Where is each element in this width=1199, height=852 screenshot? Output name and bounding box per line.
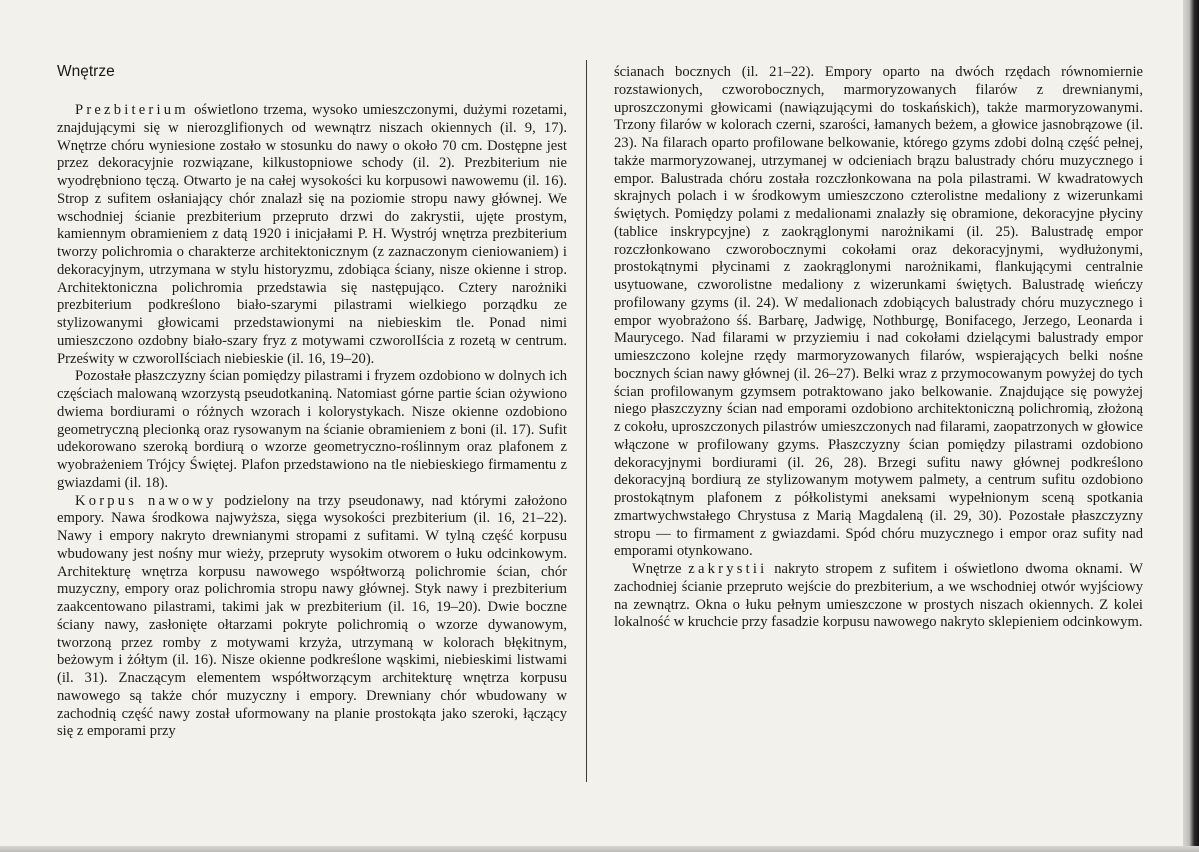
- paragraph-text: podzielony na trzy pseudonawy, nad którymi założono empory. Nawa środkowa najwyższa, sięga wysokości prezbiterium (il. 16, 21–22). Nawy i empory nakryto drewnianymi stropami z sufitami. W tylną część korpusu wbudowany jest nośny mur wieży, przepruty wysokim otworem o łuku odcinkowym. Architekturę wnętrza korpusu nawowego współtworzą polichromie ścian, chór muzyczny, empory oraz polichromia stropu nawy głównej. Styk nawy i prezbiterium zaakcentowano pilastrami, takimi jak w prezbiterium (il. 16, 19–20). Dwie boczne ściany nawy, zasłonięte ołtarzami pokryte polichromią o wzorze dywanowym, tworzoną przez romby z motywami krzyża, utrzymaną w kolorach błękitnym, beżowym i żółtym (il. 16). Nisze okienne podkreślone wąskimi, niebieskimi listwami (il. 31). Znaczącym elementem współtworzącym architekturę wnętrza korpusu nawowego są także chór muzyczny i empory. Drewniany chór wbudowany w zachodnią część nawy został uformowany na planie prostokąta jako szeroki, łączący się z emporami przy: [57, 492, 567, 740]
- spaced-term-zakrystii: zakrystii: [688, 561, 768, 577]
- paragraph-continuation: ścianach bocznych (il. 21–22). Empory oparto na dwóch rzędach równomiernie rozstawionych, czworobocznych, marmoryzowanych filarów z drewnianymi, uproszczonymi głowicami (nawiązującymi do toskańskich), także marmoryzowanymi. Trzony filarów w kolorach czerni, szarości, łamanych beżem, a głowice jasnobrązowe (il. 23). Na filarach oparto profilowane belkowanie, którego gzyms zdobi dolną część pełnej, także marmoryzowanej, utrzymanej w odcieniach brązu balustrady chóru muzycznego i empor. Balustrada chóru została rozczłonkowana na pola pilastrami. W kwadratowych skrajnych polach i w środkowym umieszczono czterolistne medaliony z wizerunkami świętych. Pomiędzy polami z medalionami znalazły się obramione, dekoracyjne płyciny (tablice inskrypcyjne) z zaokrąglonymi narożnikami (il. 25). Balustradę empor rozczłonkowano czworobocznymi cokołami oraz dekoracyjnymi, wydłużonymi, prostokątnymi płycinami z zaokrąglonymi narożnikami, flankującymi centralnie usytuowane, czworolistne medaliony z wizerunkami świętych. Balustradę wieńczy profilowany gzyms (il. 24). W medalionach zdobiących balustrady chóru muzycznego i empor wyobrażono śś. Barbarę, Jadwigę, Nothburgę, Bonifacego, Jerzego, Leonarda i Maurycego. Nad filarami w przyziemiu i nad cokołami dzielącymi balustrady empor umieszczono kolejne rzędy marmoryzowanych filarów, wspierających belki nośne bocznych ścian nawy głównej (il. 26–27). Belki wraz z przymocowanym powyżej do tych ścian profilowanym gzymsem potraktowano jako belkowanie. Znajdujące się powyżej niego płaszczyzny ścian nad emporami ozdobiono architektoniczną polichromią, złożoną z cokołu, uproszczonych pilastrów umieszczonych nad filarami, zaopatrzonych w głowice włączone w profilowany gzyms. Płaszczyzny ścian pomiędzy pilastrami ozdobiono dekoracyjnymi bordiurami (il. 26, 28). Brzegi sufitu nawy głównej podkreślono dekoracyjną bordiurą ze stylizowanym motywem palmety, a centrum sufitu ozdobiono prostokątnym plafonem z półkolistymi aneksami wypełnionym sceną spotkania zmartwychwstałego Chrystusa z Marią Magdaleną (il. 29, 30). Pozostałe płaszczyzny stropu — to firmament z gwiazdami. Spód chóru muzycznego i empor oraz sufity nad emporami otynkowano.: [614, 64, 1143, 560]
- right-column: [614, 64, 1143, 632]
- column-divider: [586, 60, 587, 782]
- scan-edge-right: [1183, 0, 1199, 852]
- paragraph-walls: Pozostałe płaszczyzny ścian pomiędzy pilastrami i fryzem ozdobiono w dolnych ich częściach malowaną wzorzystą pseudotkaniną. Natomiast górne partie ścian ożywiono dwiema bordiurami o różnych wzorach i kolorystykach. Nisze okienne ozdobiono geometryczną plecionką oraz rysowanym na ścianie obramieniem z boni (il. 17). Sufit udekorowano szeroką bordiurą o wzorze geometryczno-roślinnym oraz plafonem z wyobrażeniem Trójcy Świętej. Plafon przedstawiono na tle niebieskiego firmamentu z gwiazdami (il. 18).: [57, 368, 567, 491]
- spaced-term-prezbiterium: Prezbiterium: [75, 102, 189, 118]
- section-heading: Wnętrze: [57, 63, 115, 80]
- paragraph-text: Wnętrze: [632, 561, 689, 577]
- spaced-term-korpus: Korpus nawowy: [75, 492, 217, 509]
- paragraph-zakrystia: [614, 561, 1143, 632]
- paragraph-prezbiterium: [57, 102, 567, 368]
- paragraph-text: oświetlono trzema, wysoko umieszczonymi, dużymi rozetami, znajdującymi się w nierozglifionych od wewnątrz niszach okiennych (il. 9, 17). Wnętrze chóru wyniesione zostało w stosunku do nawy o około 70 cm. Dostępne jest przez dekoracyjnie rozwiązane, kilkustopniowe schody (il. 2). Prezbiterium nie wyodrębniono tęczą. Otwarto je na całej wysokości ku korpusowi nawowemu (il. 16). Strop z sufitem osłaniający chór znalazł się na poziomie stropu nawy głównej. We wschodniej ścianie prezbiterium przepruto drzwi do zakrystii, ujęte prostym, kamiennym obramieniem z datą 1920 i inicjałami P. H. Wystrój wnętrza prezbiterium tworzy polichromia o charakterze architektonicznym (z zaznaczonym cieniowaniem) i dekoracyjnym, utrzymana w stylu historyzmu, zdobiąca ściany, nisze okienne i strop. Architektoniczna polichromia przedstawia się następująco. Cztery narożniki prezbiterium podkreślono biało-szarymi pilastrami wielkiego porządku ze stylizowanymi głowicami przedstawionymi na niebieskim tle. Ponad nimi umieszczono ozdobny biało-szary fryz z motywami czworolIścia z rozetą w centrum. Prześwity w czworolIściach niebieskie (il. 16, 19–20).: [57, 102, 567, 367]
- paragraph-korpus: [57, 493, 567, 742]
- scan-edge-bottom: [0, 846, 1199, 852]
- left-column: [57, 102, 567, 741]
- paragraph-text: nakryto stropem z sufitem i oświetlono dwoma oknami. W zachodniej ścianie przepruto wejście do prezbiterium, a we wschodniej otwór wyjściowy na zewnątrz. Okna o łuku pełnym umieszczone w prostych niszach okiennych. Z kolei lokalność w kruchcie przy fasadzie korpusu nawowego nakryto sklepieniem odcinkowym.: [614, 561, 1143, 631]
